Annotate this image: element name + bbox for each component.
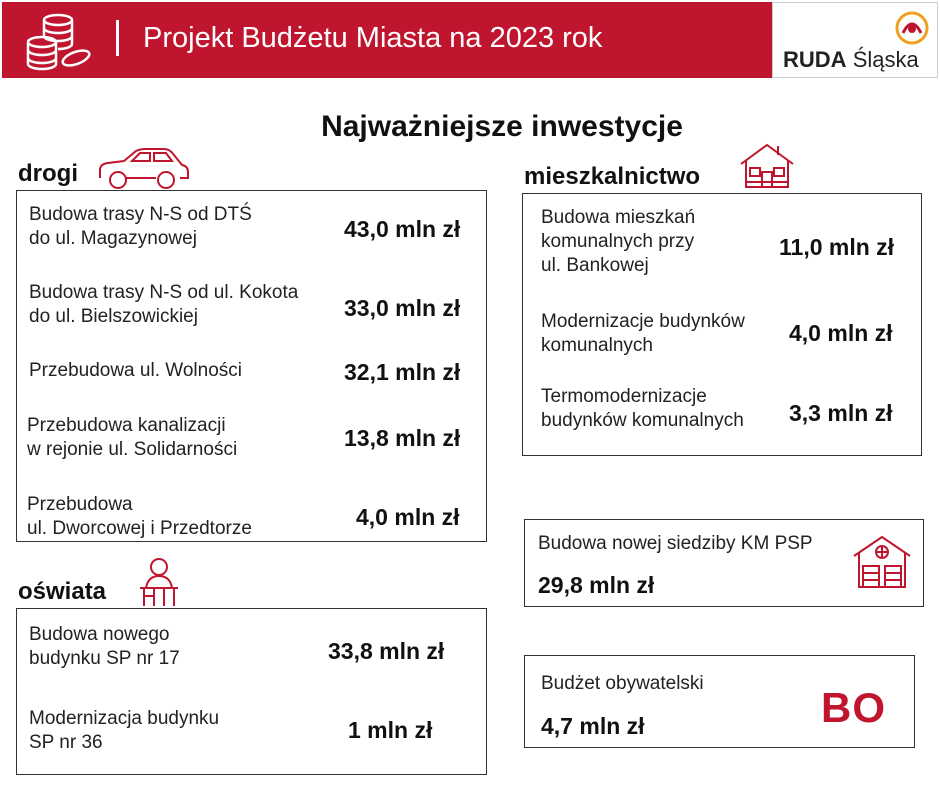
house-icon — [738, 142, 796, 190]
mieszkalnictwo-item-value: 11,0 mln zł — [779, 234, 895, 260]
student-at-desk-icon — [136, 556, 182, 608]
mieszkalnictwo-item-name: Termomodernizacje budynków komunalnych — [541, 386, 744, 431]
section-title-oswiata: oświata — [18, 578, 107, 605]
oswiata-item-name: Modernizacja budynku SP nr 36 — [29, 708, 220, 753]
city-logo — [772, 2, 938, 78]
drogi-item-name: Budowa trasy N-S od ul. Kokota do ul. Bielszowickiej — [29, 282, 299, 327]
car-icon — [96, 146, 190, 192]
mieszkalnictwo-item-name: Modernizacje budynków komunalnych — [541, 311, 745, 356]
header-separator — [116, 20, 119, 56]
logo-regular: Śląska — [852, 47, 919, 72]
mieszkalnictwo-box — [522, 193, 922, 456]
bo-value: 4,7 mln zł — [541, 713, 645, 739]
city-emblem-icon — [893, 9, 931, 47]
drogi-item-name: Budowa trasy N-S od DTŚ do ul. Magazynowej — [29, 204, 252, 249]
mieszkalnictwo-item-name: Budowa mieszkań komunalnych przy ul. Bankowej — [541, 207, 696, 276]
drogi-item-value: 32,1 mln zł — [344, 359, 461, 385]
oswiata-item-value: 1 mln zł — [348, 717, 433, 743]
section-title-mieszkalnictwo: mieszkalnictwo — [524, 163, 701, 190]
drogi-item-value: 33,0 mln zł — [344, 295, 461, 321]
mieszkalnictwo-item-value: 4,0 mln zł — [789, 320, 893, 346]
section-title-drogi: drogi — [18, 160, 78, 187]
mieszkalnictwo-item-value: 3,3 mln zł — [789, 400, 893, 426]
bo-box — [524, 655, 915, 748]
oswiata-item-name: Budowa nowego budynku SP nr 17 — [29, 624, 180, 669]
drogi-box — [16, 190, 487, 542]
fire-station-icon — [851, 534, 913, 590]
headline: Najważniejsze inwestycje — [321, 110, 683, 143]
header-banner — [2, 2, 772, 78]
drogi-item-name: Przebudowa ul. Wolności — [29, 360, 242, 381]
logo-text — [783, 47, 919, 73]
bo-badge: BO — [821, 684, 886, 731]
drogi-item-name: Przebudowa ul. Dworcowej i Przedtorze — [27, 494, 252, 539]
coins-icon — [24, 12, 94, 72]
page-title: Projekt Budżetu Miasta na 2023 rok — [143, 22, 603, 54]
drogi-item-value: 13,8 mln zł — [344, 425, 461, 451]
psp-value: 29,8 mln zł — [538, 572, 655, 598]
bo-name: Budżet obywatelski — [541, 673, 704, 694]
logo-bold: RUDA — [783, 47, 847, 72]
drogi-item-value: 43,0 mln zł — [344, 216, 461, 242]
oswiata-item-value: 33,8 mln zł — [328, 638, 445, 664]
header — [0, 0, 940, 80]
drogi-item-name: Przebudowa kanalizacji w rejonie ul. Solidarności — [27, 415, 238, 460]
drogi-item-value: 4,0 mln zł — [356, 504, 460, 530]
psp-name: Budowa nowej siedziby KM PSP — [538, 533, 813, 554]
oswiata-box — [16, 608, 487, 775]
psp-box — [524, 519, 924, 607]
